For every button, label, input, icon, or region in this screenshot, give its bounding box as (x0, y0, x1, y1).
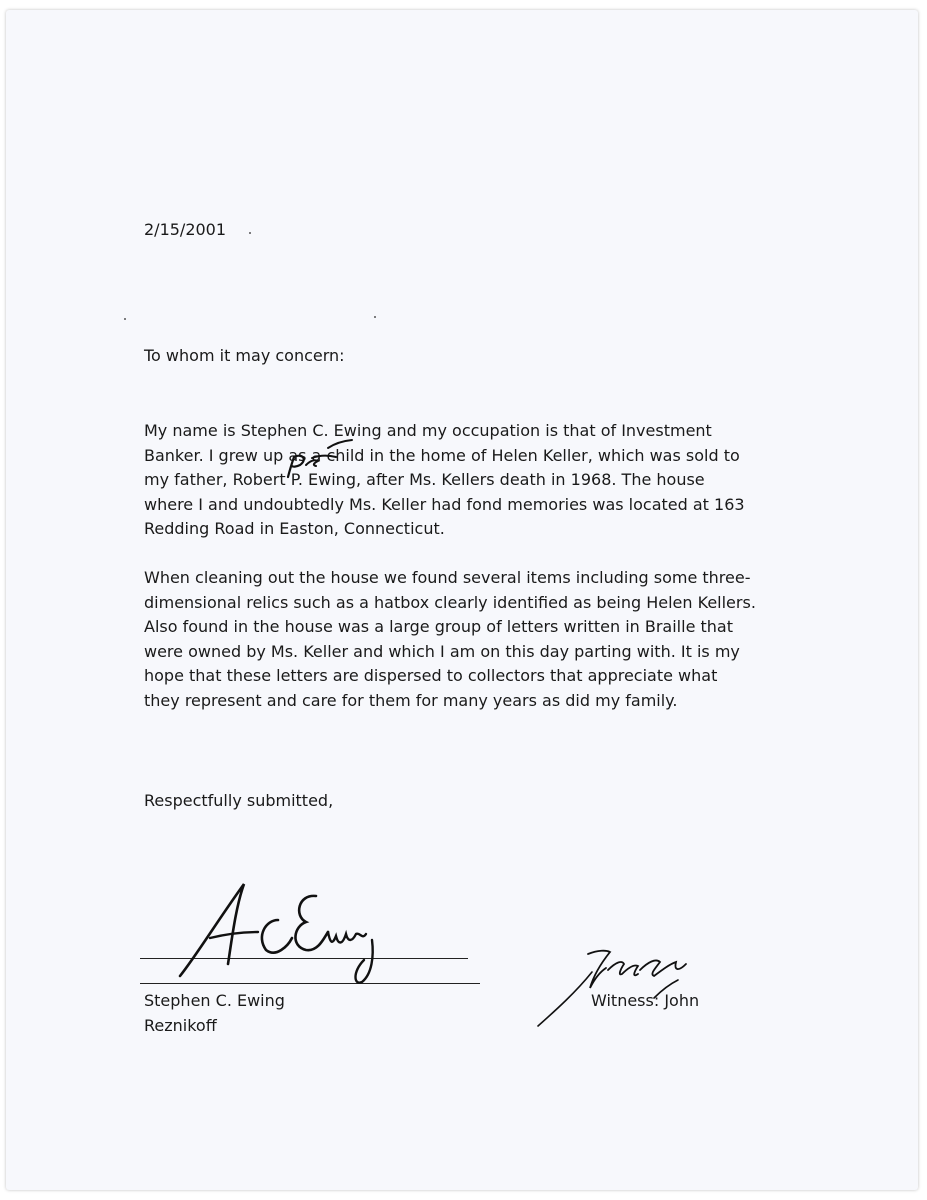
handwritten-correction-mark (284, 451, 344, 481)
letter-closing: Respectfully submitted, (144, 791, 334, 810)
paragraph-line: When cleaning out the house we found several items including some three- (144, 568, 751, 587)
paragraph-line: where I and undoubtedly Ms. Keller had fond memories was located at 163 (144, 494, 745, 514)
paragraph-line: dimensional relics such as a hatbox clearly identified as being Helen Kellers. (144, 592, 756, 612)
paragraph-line: Redding Road in Easton, Connecticut. (144, 519, 445, 538)
paragraph-line: My name is Stephen C. Ewing and my occupation is that of Investment (144, 421, 712, 440)
letter-salutation: To whom it may concern: (144, 346, 345, 365)
paper-speck (374, 316, 376, 318)
signer-name: Stephen C. Ewing (144, 991, 285, 1010)
signature-stephen-ewing (166, 876, 386, 986)
witness-label: Witness: John (591, 991, 700, 1010)
signature-witness (536, 940, 716, 1030)
letter-paragraph-2 (144, 566, 756, 713)
paragraph-line: were owned by Ms. Keller and which I am on this day parting with. It is my (144, 641, 740, 661)
paragraph-line: Also found in the house was a large group of letters written in Braille that (144, 617, 733, 636)
paragraph-line: Banker. I grew up as a child in the home of Helen Keller, which was sold to (144, 445, 740, 465)
paragraph-line: my father, Robert P. Ewing, after Ms. Kellers death in 1968. The house (144, 470, 705, 489)
letter-page (6, 10, 918, 1190)
handwritten-caret-mark (326, 438, 356, 452)
paper-speck (124, 318, 126, 320)
signer-extra: Reznikoff (144, 1016, 217, 1035)
paragraph-line: hope that these letters are dispersed to collectors that appreciate what (144, 666, 718, 685)
paragraph-line: they represent and care for them for many years as did my family. (144, 690, 678, 710)
letter-paragraph-1 (144, 419, 745, 542)
letter-date: 2/15/2001 (144, 220, 227, 239)
paper-speck (249, 232, 251, 234)
